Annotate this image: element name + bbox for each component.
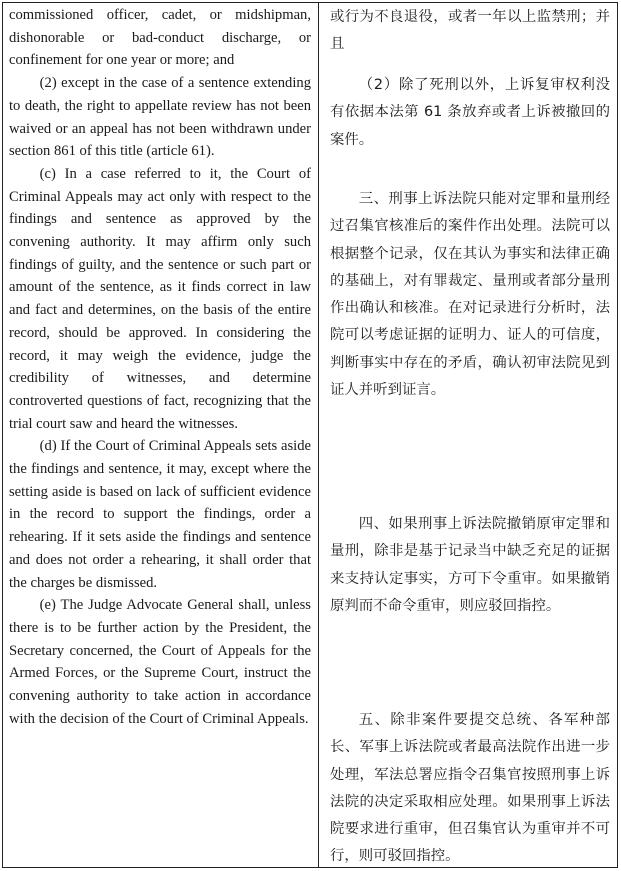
english-paragraph-e: (e) The Judge Advocate General shall, unless there is to be further action by the President, the Secretary concerned, the Court of Appeals for the Armed Forces, or the Supreme Court, instruct the convening authority to take action in accordance with the decision of the Court of Criminal Appeals.	[9, 597, 311, 727]
english-paragraph-2: (2) except in the case of a sentence extending to death, the right to appellate review has not been waived or an appeal has not been withdrawn under section 861 of this title (article 61).	[9, 75, 311, 160]
chinese-paragraph-intro: 或行为不良退役，或者一年以上监禁刑；并且	[330, 9, 610, 53]
chinese-paragraph-4: 四、如果刑事上诉法院撤销原审定罪和量刑，除非是基于记录当中缺乏充足的证据来支持认定事实，方可下令重审。如果撤销原判而不命令重审，则应驳回指控。	[330, 516, 610, 614]
english-paragraph-c: (c) In a case referred to it, the Court of Criminal Appeals may act only with respect to the findings and sentence as approved by the convening authority. It may affirm only such findings of guilty, and the sentence or such part or amount of the sentence, as it finds correct in law and fact and determines, on the basis of the entire record, should be approved. In considering the record, it may weigh the evidence, judge the credibility of witnesses, and determine controverted questions of fact, recognizing that the trial court saw and heard the witnesses.	[9, 165, 311, 432]
chinese-paragraph-2: （2）除了死刑以外，上诉复审权利没有依据本法第 61 条放弃或者上诉被撤回的案件。	[330, 77, 610, 148]
english-paragraph-intro: commissioned officer, cadet, or midshipman, dishonorable or bad-conduct discharge, or confinement for one year or more; and	[9, 7, 311, 69]
english-paragraph-d: (d) If the Court of Criminal Appeals sets aside the findings and sentence, it may, except where the setting aside is based on lack of sufficient evidence in the record to support the findings, order a rehearing. If it sets aside the findings and sentence and does not order a rehearing, it shall order that the charges be dismissed.	[9, 438, 311, 591]
column-divider	[318, 2, 319, 868]
chinese-paragraph-3: 三、刑事上诉法院只能对定罪和量刑经过召集官核准后的案件作出处理。法院可以根据整个记录，仅在其认为事实和法律正确的基础上，对有罪裁定、量刑或者部分量刑作出确认和核准。在对记录进行分析时，法院可以考虑证据的证明力、证人的可信度，判断事实中存在的矛盾，确认初审法院见到证人并听到证言。	[330, 191, 610, 399]
english-column	[9, 4, 311, 731]
chinese-paragraph-5: 五、除非案件要提交总统、各军种部长、军事上诉法院或者最高法院作出进一步处理，军法总署应指令召集官按照刑事上诉法院的决定采取相应处理。如果刑事上诉法院要求进行重审，但召集官认为重审并不可行，则可驳回指控。	[330, 712, 610, 865]
